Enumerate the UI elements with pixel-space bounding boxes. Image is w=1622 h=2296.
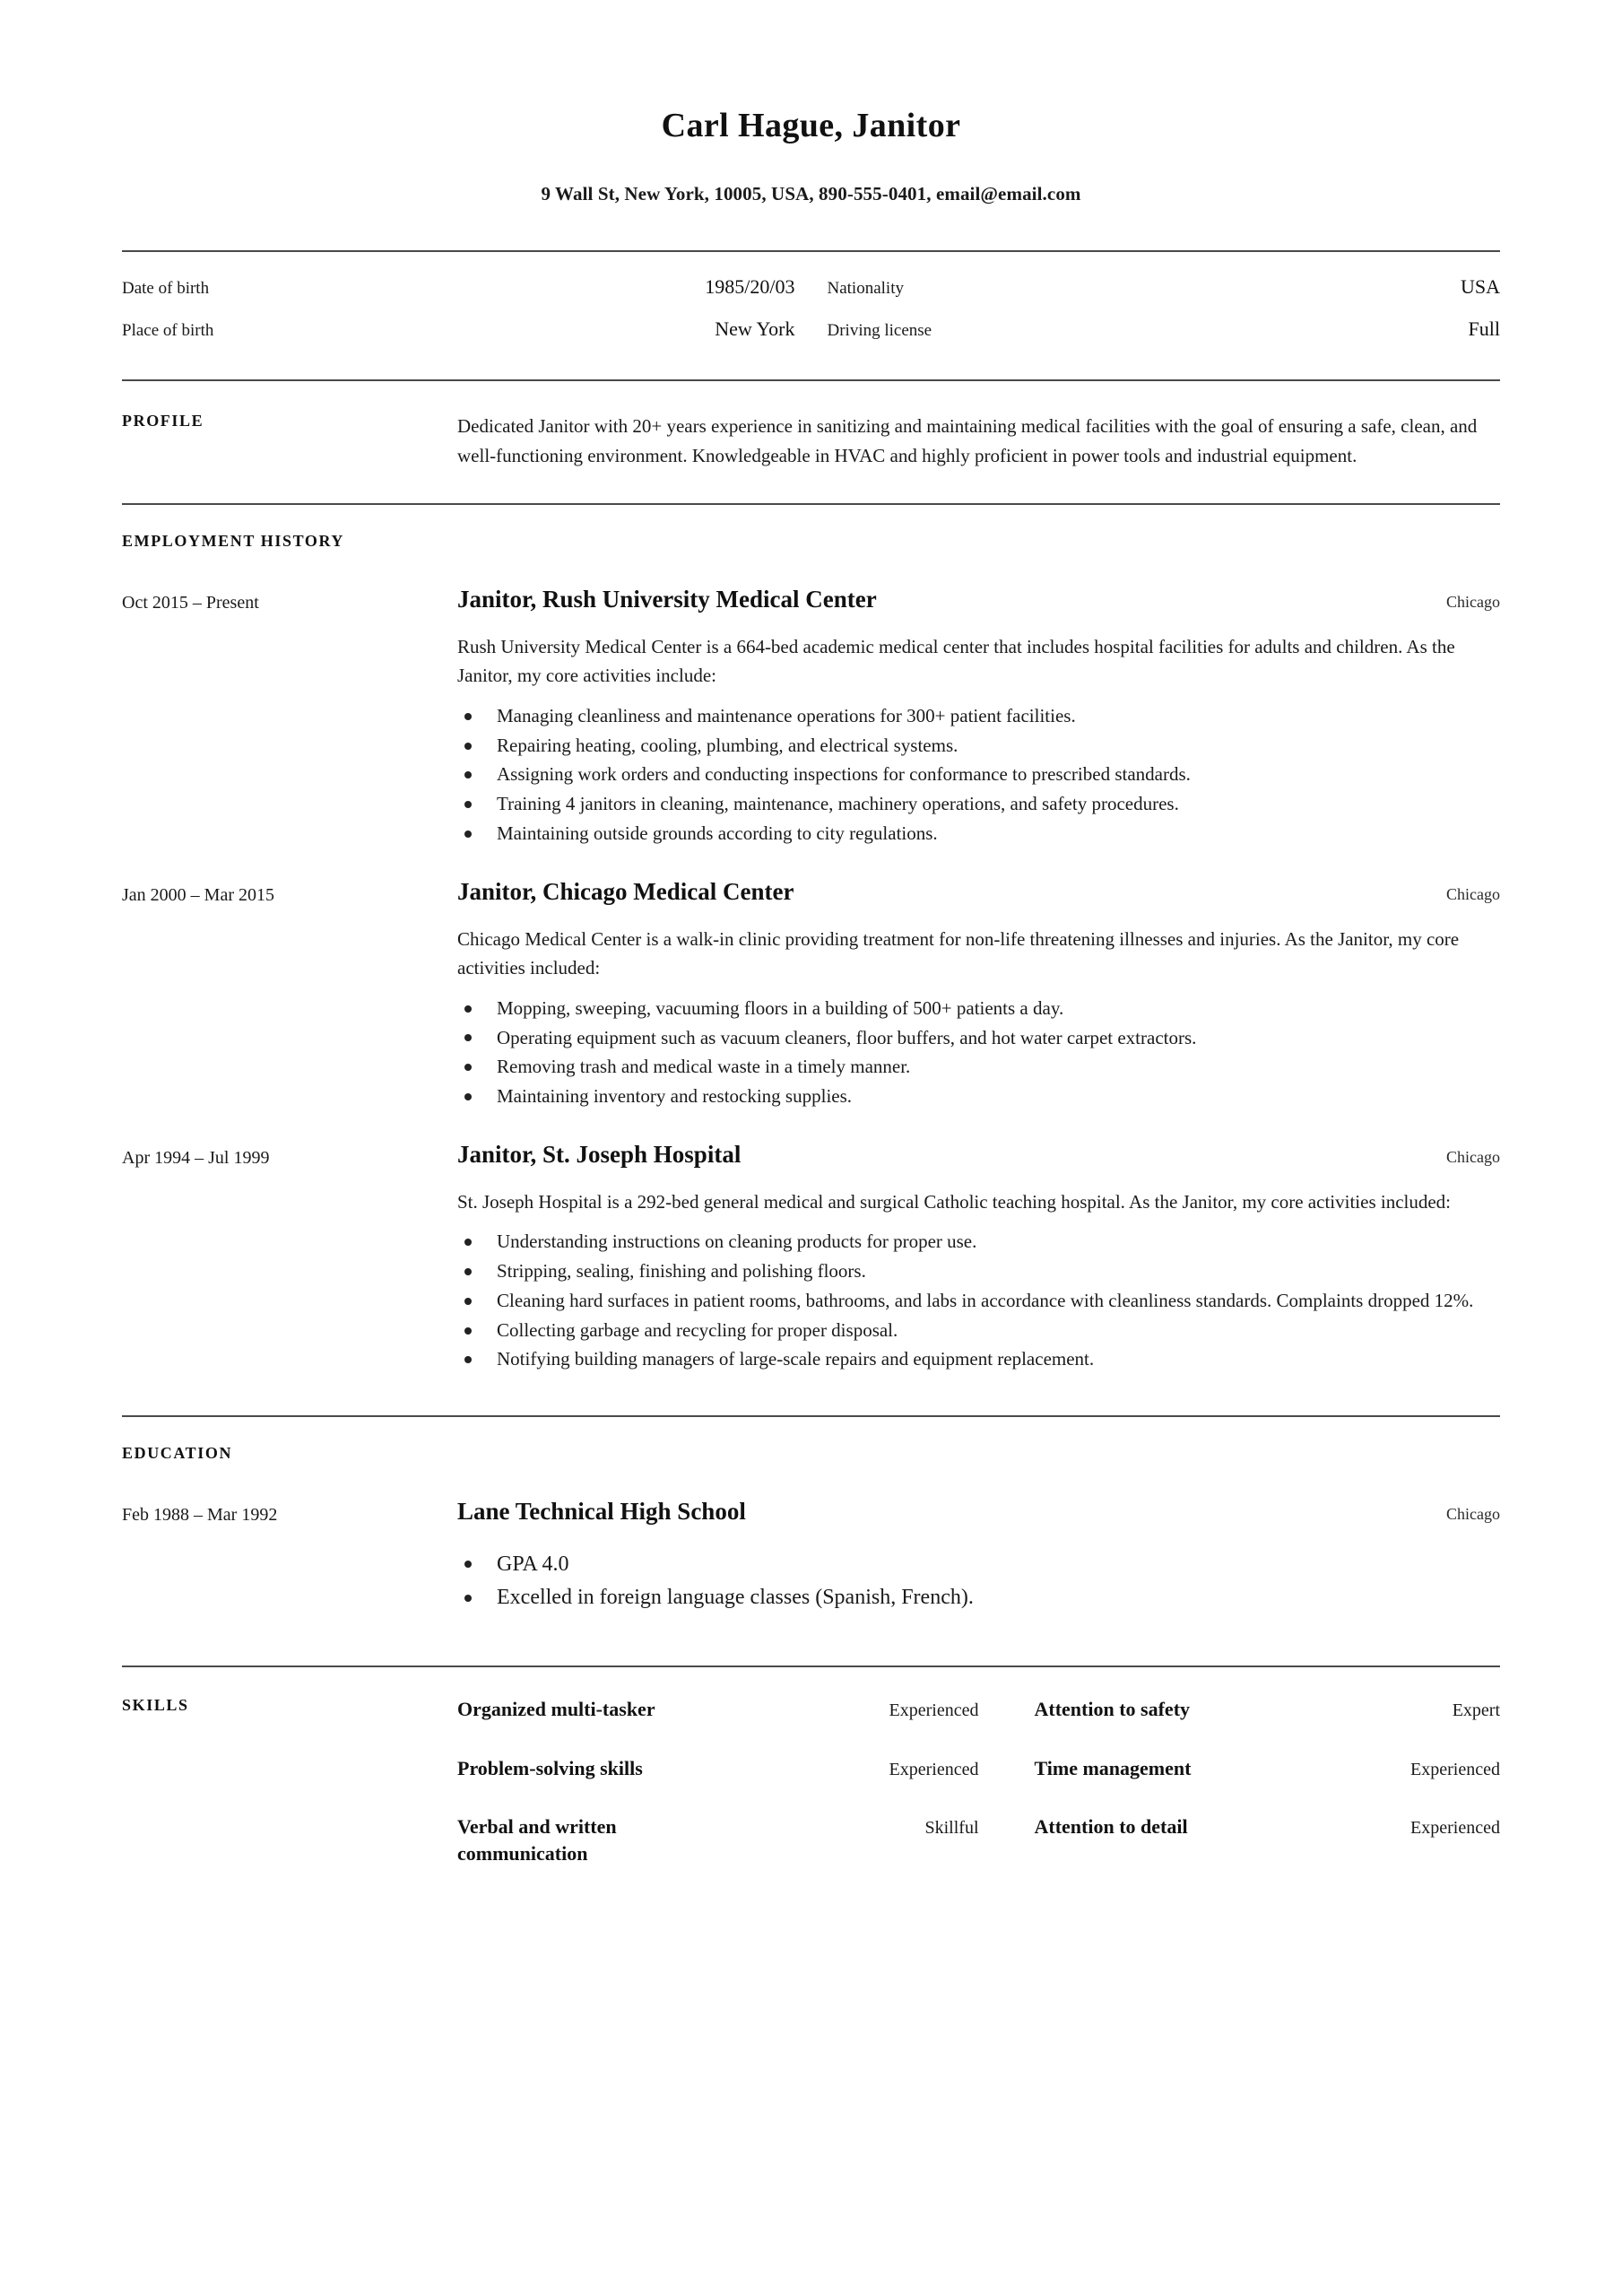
bullet-dot-icon [464,1268,472,1275]
list-item-text: Maintaining inventory and restocking supplies. [497,1085,853,1108]
skills-label-column [122,1696,457,1899]
bullet-dot-icon [464,1561,472,1568]
entry-date-column [122,1140,457,1376]
skill-item [457,1813,979,1899]
entry-bullet-list [457,1527,1500,1613]
education-header [0,1417,1622,1470]
list-item [457,1083,1500,1110]
bullet-dot-icon [464,713,472,720]
employment-label-column [122,532,457,551]
detail-key: Date of birth [122,278,210,298]
detail-key: Place of birth [122,320,214,340]
bullet-dot-icon [464,1327,472,1335]
detail-date-of-birth [122,275,828,299]
skill-level: Experienced [1410,1818,1500,1839]
skill-level: Experienced [889,1700,979,1721]
entry-main [457,585,1500,850]
skill-name: Verbal and written communication [457,1815,617,1865]
detail-driving-license [828,317,1501,341]
entry-title: Janitor, Rush University Medical Center [457,585,877,613]
entry-date-column [122,585,457,850]
list-item [457,1582,1500,1613]
skill-level: Expert [1452,1700,1500,1721]
entry-bullet-list [457,983,1500,1110]
skill-item [979,1755,1501,1813]
list-item [457,1258,1500,1285]
list-item-text: Maintaining outside grounds according to city regulations. [497,822,938,845]
resume-header [0,0,1622,205]
bullet-dot-icon [464,1595,472,1602]
list-item [457,1054,1500,1081]
profile-body-column [457,412,1500,471]
page-title: Carl Hague, Janitor [661,107,961,144]
list-item-text: Cleaning hard surfaces in patient rooms, bathrooms, and labs in accordance with cleanliness standards. Complaints dropped 12%. [497,1289,1474,1311]
entry-title: Janitor, St. Joseph Hospital [457,1140,742,1168]
entry-description: Rush University Medical Center is a 664-bed academic medical center that includes hospital facilities for adults and children. As the Janitor, my core activities include: [457,635,1455,687]
skill-name: Problem-solving skills [457,1756,643,1779]
divider-skills-top [0,1615,1622,1667]
list-item-text: Operating equipment such as vacuum cleaners, floor buffers, and hot water carpet extractors. [497,1026,1197,1048]
list-item [457,703,1500,730]
entry-date-column [122,877,457,1113]
list-item-text: Managing cleanliness and maintenance operations for 300+ patient facilities. [497,704,1076,726]
bullet-dot-icon [464,1064,472,1071]
bullet-dot-icon [464,1093,472,1100]
list-item [457,1346,1500,1373]
detail-value: USA [1460,274,1500,298]
list-item [457,1025,1500,1052]
entry-date-column [122,1497,457,1615]
education-label-column [122,1444,457,1463]
employment-entry [0,877,1622,1113]
skill-item [979,1813,1501,1899]
list-item-text: Collecting garbage and recycling for proper disposal. [497,1318,898,1341]
entry-description: Chicago Medical Center is a walk-in clinic providing treatment for non-life threatening illnesses and injuries. As the Janitor, my core activities included: [457,927,1460,979]
list-item-text: Removing trash and medical waste in a timely manner. [497,1056,911,1078]
skills-grid [457,1696,1500,1899]
list-item [457,1318,1500,1344]
employment-entry [0,585,1622,850]
list-item-text: Mopping, sweeping, vacuuming floors in a building of 500+ patients a day. [497,996,1064,1019]
entry-main [457,1140,1500,1376]
entry-bullet-list [457,1216,1500,1373]
entry-location: Chicago [1446,1505,1500,1524]
skill-item [457,1696,979,1754]
detail-nationality [828,275,1501,299]
entry-bullet-list [457,691,1500,848]
entry-main [457,877,1500,1113]
list-item [457,791,1500,818]
skills-section [0,1667,1622,1935]
detail-value: 1985/20/03 [705,274,795,298]
entry-location: Chicago [1446,592,1500,611]
list-item [457,1229,1500,1256]
detail-row [122,317,1500,360]
detail-key: Nationality [827,278,904,298]
entry-description: St. Joseph Hospital is a 292-bed general medical and surgical Catholic teaching hospital. As the Janitor, my core activities included: [457,1190,1452,1213]
list-item-text: Assigning work orders and conducting inspections for conformance to prescribed standards. [497,763,1191,786]
profile-text: Dedicated Janitor with 20+ years experience in sanitizing and maintaining medical facilities with the goal of ensuring a safe, clean, and well-functioning environment. Knowledgeable in HVAC and highly proficient in power tools and industrial equipment. [457,414,1478,466]
detail-key: Driving license [827,320,932,340]
list-item-text: Understanding instructions on cleaning products for proper use. [497,1231,977,1253]
entry-date: Oct 2015 – Present [122,592,259,613]
list-item-text: Excelled in foreign language classes (Spanish, French). [497,1586,974,1610]
personal-details [0,252,1622,360]
skills-body-column [457,1696,1500,1899]
list-item [457,1549,1500,1580]
list-item [457,821,1500,848]
profile-section [0,381,1622,503]
bullet-dot-icon [464,771,472,778]
list-item-text: Notifying building managers of large-scale repairs and equipment replacement. [497,1348,1095,1370]
entry-title-row [457,1497,1500,1527]
skill-name: Attention to safety [1034,1698,1191,1721]
list-item [457,1288,1500,1315]
bullet-dot-icon [464,1034,472,1041]
bullet-dot-icon [464,1298,472,1305]
entry-location: Chicago [1446,884,1500,903]
entry-date: Apr 1994 – Jul 1999 [122,1147,270,1168]
profile-label-column [122,412,457,471]
list-item [457,996,1500,1022]
list-item-text: GPA 4.0 [497,1552,569,1577]
skill-level: Experienced [889,1759,979,1779]
education-entries [0,1497,1622,1615]
entry-title-row [457,1140,1500,1170]
contact-line: 9 Wall St, New York, 10005, USA, 890-555-0401, email@email.com [541,182,1081,204]
skill-item [457,1755,979,1813]
bullet-dot-icon [464,801,472,808]
section-label-skills: SKILLS [122,1696,189,1715]
list-item [457,733,1500,760]
entry-title-row [457,877,1500,908]
divider-education-top [0,1376,1622,1417]
employment-entry [0,1140,1622,1376]
detail-row [122,275,1500,317]
section-label-employment-history: EMPLOYMENT HISTORY [122,531,345,550]
bullet-dot-icon [464,1239,472,1246]
list-item-text: Repairing heating, cooling, plumbing, and electrical systems. [497,734,958,756]
skill-name: Time management [1034,1756,1192,1779]
entry-title-row [457,585,1500,615]
skill-level: Skillful [924,1818,979,1839]
list-item-text: Training 4 janitors in cleaning, maintenance, machinery operations, and safety procedures. [497,793,1179,815]
entry-title: Janitor, Chicago Medical Center [457,877,794,905]
section-label-profile: PROFILE [122,411,204,430]
skill-name: Organized multi-tasker [457,1698,655,1721]
divider-profile-top [0,360,1622,381]
entry-date: Feb 1988 – Mar 1992 [122,1505,278,1526]
detail-place-of-birth [122,317,828,341]
section-label-education: EDUCATION [122,1444,233,1463]
entry-date: Jan 2000 – Mar 2015 [122,884,274,905]
entry-main [457,1497,1500,1615]
education-entry [0,1497,1622,1615]
employment-header [0,505,1622,558]
bullet-dot-icon [464,1005,472,1013]
divider-header [0,205,1622,252]
detail-value: New York [715,317,795,340]
bullet-dot-icon [464,743,472,750]
skill-level: Experienced [1410,1759,1500,1779]
list-item-text: Stripping, sealing, finishing and polishing floors. [497,1260,866,1283]
entry-location: Chicago [1446,1147,1500,1166]
list-item [457,761,1500,788]
skill-name: Attention to detail [1034,1815,1188,1839]
employment-entries [0,585,1622,1376]
skill-item [979,1696,1501,1754]
bullet-dot-icon [464,1356,472,1363]
entry-title: Lane Technical High School [457,1498,746,1526]
detail-value: Full [1468,317,1500,340]
bullet-dot-icon [464,831,472,838]
